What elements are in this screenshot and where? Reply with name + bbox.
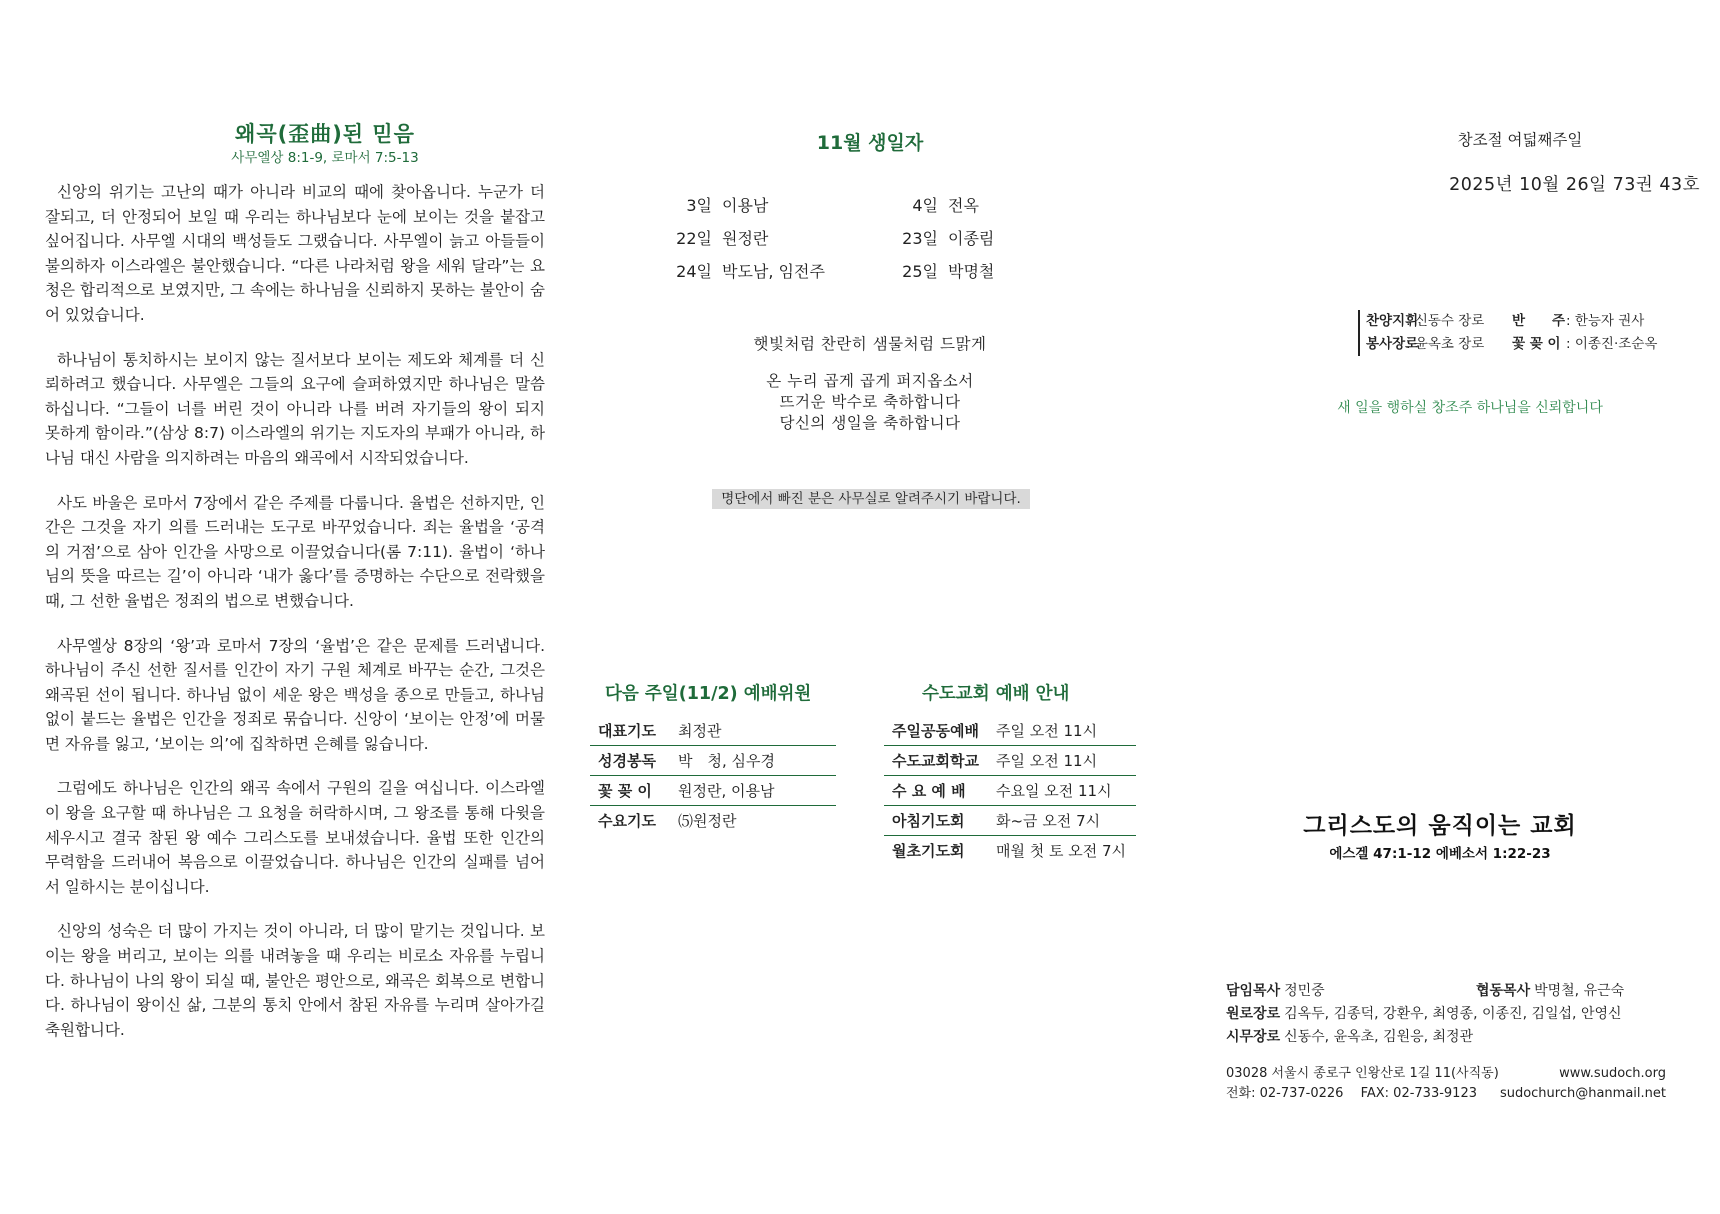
- birthday-title: 11월 생일자: [816, 132, 924, 154]
- table-row: [884, 776, 1136, 806]
- sermon-paragraph: 신앙의 성숙은 더 많이 가지는 것이 아니라, 더 많이 맡기는 것입니다. 보이는 왕을 버리고, 보이는 의를 내려놓을 때 우리는 비로소 자유를 누립니다. 하나님이 나의 왕이 되실 때, 불안은 평안으로, 왜곡은 회복으로 변합니다. 하나님이 왕이신 삶, 그분의 통치 안에서 참된 자유를 누리며 살아가길 축원합니다.: [45, 922, 545, 1039]
- staff-role: 찬양지휘: [1366, 313, 1419, 329]
- email-link[interactable]: sudochurch@hanmail.net: [1499, 1086, 1666, 1101]
- pastor-label: 담임목사: [1226, 983, 1281, 999]
- contact-row: [1226, 1064, 1666, 1084]
- pastor-label: 협동목사: [1476, 983, 1531, 999]
- website-link[interactable]: www.sudoch.org: [1559, 1066, 1666, 1081]
- table-row: [884, 746, 1136, 776]
- value-cell: 박 청, 심우경: [670, 746, 836, 776]
- contact-row: [1226, 1084, 1666, 1104]
- liturgical-season: 창조절 여덟째주일: [1457, 131, 1583, 149]
- service-time: 매월 첫 토 오전 7시: [996, 842, 1127, 860]
- pastors-row: [1226, 1026, 1622, 1049]
- birthday-entry: [666, 259, 825, 282]
- assoc-pastor-group: [1476, 980, 1624, 1003]
- table-row: [884, 716, 1136, 746]
- table-row: [884, 806, 1136, 836]
- sermon-reference: 사무엘상 8:1-9, 로마서 7:5-13: [231, 150, 419, 166]
- pastors-list: [1226, 980, 1625, 1049]
- table-row: [590, 806, 836, 836]
- bulletin-date: 2025년 10월 26일 73권 43호: [1449, 175, 1700, 195]
- service-time: 주일 오전 11시: [988, 716, 1136, 746]
- role-cell: 대표기도: [590, 716, 670, 746]
- value-cell: ⑸원정란: [678, 812, 737, 830]
- staff-name: : 윤옥초 장로: [1406, 336, 1485, 352]
- staff-name: : 한능자 권사: [1566, 313, 1645, 329]
- sermon-paragraph: 하나님이 통치하시는 보이지 않는 질서보다 보이는 제도와 체계를 더 신뢰하려고 했습니다. 사무엘은 그들의 요구에 슬퍼하였지만 하나님은 말씀하십니다. “그들이 너를 버린 것이 아니라 나를 버려 자기들의 왕이 되지 못하게 함이라.”(삼상 8:7) 이스라엘의 위기는 지도자의 부패가 아니라, 하나님 대신 사람을 의지하려는 마음의 왜곡에서 시작되었습니다.: [45, 350, 545, 467]
- pastor-label: 원로장로: [1226, 1006, 1281, 1022]
- table-row: [884, 836, 1136, 866]
- table-row: [590, 776, 836, 806]
- service-name: 아침기도회: [884, 806, 988, 836]
- church-motto: 새 일을 행하실 창조주 하나님을 신뢰합니다: [1337, 400, 1603, 416]
- staff-role: 반 주: [1512, 313, 1566, 329]
- next-week-title: 다음 주일(11/2) 예배위원: [605, 684, 812, 704]
- poem-line: 온 누리 곱게 곱게 퍼지옵소서: [766, 372, 974, 390]
- pastor-names: 김옥두, 김종덕, 강환우, 최영종, 이종진, 김일섭, 안영신: [1284, 1006, 1622, 1022]
- birthday-names: 전옥: [948, 196, 979, 215]
- sermon-paragraph: 그럼에도 하나님은 인간의 왜곡 속에서 구원의 길을 여십니다. 이스라엘이 왕을 요구할 때 하나님은 그 요청을 허락하시며, 그 왕조를 통해 다윗을 세우시고 결국 참된 왕 예수 그리스도를 보내셨습니다. 율법 또한 인간의 무력함을 드러내어 복음으로 이끌었습니다. 하나님은 인간의 실패를 넘어서 일하시는 분이십니다.: [45, 779, 545, 896]
- birthday-entry: [892, 259, 994, 282]
- service-name: 수도교회학교: [884, 746, 988, 776]
- role-cell: 꽃 꽂 이: [590, 776, 670, 806]
- worship-table: [884, 716, 1136, 865]
- service-time: 주일 오전 11시: [988, 746, 1136, 776]
- next-week-table: [590, 716, 836, 835]
- poem-line: 뜨거운 박수로 축하합니다: [779, 393, 961, 411]
- birthday-names: 이종림: [948, 229, 995, 248]
- table-row: [590, 746, 836, 776]
- staff-name: : 신동수 장로: [1406, 313, 1485, 329]
- birthday-entry: [666, 193, 768, 216]
- staff-role: 꽃 꽂 이: [1512, 336, 1561, 352]
- service-time: 화~금 오전 7시: [988, 806, 1136, 836]
- birthday-notice: 명단에서 빠진 분은 사무실로 알려주시기 바랍니다.: [712, 489, 1030, 509]
- church-name: 그리스도의 움직이는 교회: [1303, 813, 1577, 839]
- pastors-row: [1226, 980, 1625, 1003]
- staff-name: : 이종진·조순옥: [1566, 336, 1658, 352]
- birthday-entry: [892, 226, 994, 249]
- poem-line: 당신의 생일을 축하합니다: [779, 414, 961, 432]
- birthday-day: 25일: [902, 262, 938, 281]
- service-name: 월초기도회: [892, 842, 965, 860]
- service-name: 주일공동예배: [884, 716, 988, 746]
- value-cell: 최정관: [670, 716, 836, 746]
- sermon-title: 왜곡(歪曲)된 믿음: [235, 122, 415, 146]
- sermon-paragraph: 사도 바울은 로마서 7장에서 같은 주제를 다룹니다. 율법은 선하지만, 인간은 그것을 자기 의를 드러내는 도구로 바꾸었습니다. 죄는 율법을 ‘공격의 거점’으로 삼아 인간을 사망으로 이끌었습니다(롬 7:11). 율법이 ‘하나님의 뜻을 따르는 길’이 아니라 ‘내가 옳다’를 증명하는 수단으로 전락했을 때, 그 선한 율법은 정죄의 법으로 변했습니다.: [45, 493, 545, 610]
- staff-row: [1366, 310, 1657, 333]
- birthday-entry: [892, 193, 979, 216]
- birthday-names: 박도남, 임전주: [722, 262, 825, 281]
- birthday-day: 22일: [676, 229, 712, 248]
- service-staff: [1358, 310, 1657, 356]
- birthday-poem: [680, 334, 1060, 434]
- pastor-label: 시무장로: [1226, 1029, 1281, 1045]
- birthday-day: 4일: [912, 196, 938, 215]
- role-cell: 수요기도: [598, 812, 656, 830]
- staff-role: 봉사장로: [1366, 336, 1419, 352]
- church-verse: 에스겔 47:1-12 에베소서 1:22-23: [1329, 846, 1551, 862]
- contact-info: [1226, 1064, 1666, 1104]
- birthday-day: 24일: [676, 262, 712, 281]
- poem-line: 햇빛처럼 찬란히 샘물처럼 드맑게: [753, 335, 987, 353]
- worship-title: 수도교회 예배 안내: [922, 684, 1070, 704]
- pastor-names: 신동수, 윤옥초, 김원응, 최정관: [1284, 1029, 1474, 1045]
- address: 03028 서울시 종로구 인왕산로 1길 11(사직동): [1226, 1066, 1499, 1081]
- birthday-day: 3일: [686, 196, 712, 215]
- role-cell: 성경봉독: [590, 746, 670, 776]
- phone-fax: 전화: 02-737-0226 FAX: 02-733-9123: [1226, 1086, 1477, 1101]
- birthday-names: 원정란: [722, 229, 769, 248]
- birthday-day: 23일: [902, 229, 938, 248]
- table-row: [590, 716, 836, 746]
- pastor-names: 박명철, 유근숙: [1534, 983, 1625, 999]
- sermon-paragraph: 신앙의 위기는 고난의 때가 아니라 비교의 때에 찾아옵니다. 누군가 더 잘되고, 더 안정되어 보일 때 우리는 하나님보다 눈에 보이는 것을 붙잡고 싶어집니다. 사무엘 시대의 백성들도 그랬습니다. 사무엘이 늙고 아들들이 불의하자 이스라엘은 불안했습니다. “다른 나라처럼 왕을 세워 달라”는 요청은 합리적으로 보였지만, 그 속에는 하나님을 신뢰하지 못하는 불안이 숨어 있었습니다.: [45, 183, 545, 324]
- staff-row: [1366, 333, 1657, 356]
- pastors-row: [1226, 1003, 1622, 1026]
- service-time: 수요일 오전 11시: [988, 776, 1136, 806]
- pastor-names: 정민중: [1284, 983, 1325, 999]
- sermon-paragraph: 사무엘상 8장의 ‘왕’과 로마서 7장의 ‘율법’은 같은 문제를 드러냅니다. 하나님이 주신 선한 질서를 인간이 자기 구원 체계로 바꾸는 순간, 그것은 왜곡된 선이 됩니다. 하나님 없이 세운 왕은 백성을 종으로 만들고, 하나님 없이 붙드는 율법은 인간을 정죄로 묶습니다. 신앙이 ‘보이는 안정’에 머물면 자유를 잃고, ‘보이는 의’에 집착하면 은혜를 잃습니다.: [45, 636, 545, 753]
- value-cell: 원정란, 이용남: [670, 776, 836, 806]
- birthday-names: 이용남: [722, 196, 769, 215]
- birthday-entry: [666, 226, 768, 249]
- birthday-names: 박명철: [948, 262, 995, 281]
- sermon-body: [45, 180, 545, 1062]
- service-name: 수 요 예 배: [884, 776, 988, 806]
